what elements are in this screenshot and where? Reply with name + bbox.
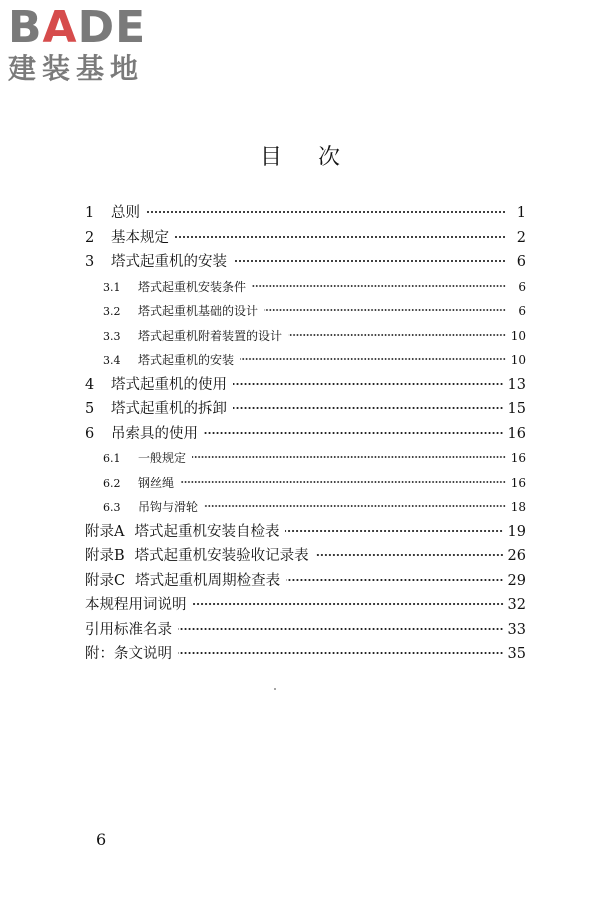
toc-leader-dots [264,308,506,312]
toc-entry-number: 1 [85,205,95,221]
toc-entry-page: 19 [507,523,526,540]
toc-entry-page: 15 [507,401,526,417]
toc-leader-dots [233,259,506,263]
toc-entry-page: 16 [510,475,526,490]
scan-speck [274,688,276,690]
toc-entry-title: 塔式起重机的使用 [111,376,227,393]
toc-entry-title: 塔式起重机附着装置的设计 [138,328,283,343]
toc-entry-page: 35 [507,646,526,662]
toc-leader-dots [180,480,506,484]
toc-entry-page: 6 [518,304,526,318]
toc-entry[interactable] [85,201,526,226]
toc-leader-dots [204,431,504,435]
toc-entry[interactable] [85,544,526,569]
toc-entry-page: 32 [507,597,526,613]
toc-entry-title: 塔式起重机安装自检表 [134,523,280,540]
toc-leader-dots [240,357,506,361]
table-of-contents [85,201,526,667]
toc-entry[interactable] [85,275,526,300]
toc-entry-page: 13 [507,376,526,393]
toc-leader-dots [178,651,504,655]
toc-entry[interactable] [85,446,526,471]
toc-leader-dots [204,504,506,508]
toc-leader-dots [286,578,503,582]
toc-entry-title: 基本规定 [111,229,169,246]
toc-entry[interactable] [85,520,526,545]
toc-entry-page: 16 [510,451,526,465]
toc-entry[interactable] [85,422,526,447]
toc-entry-number: 6.1 [103,452,121,465]
toc-entry-page: 18 [510,500,526,514]
toc-entry-page: 10 [510,328,526,343]
toc-entry-page: 16 [507,425,526,442]
toc-entry[interactable] [85,250,526,275]
toc-entry-title: 一般规定 [138,451,187,465]
toc-entry-page: 6 [518,279,526,294]
toc-entry[interactable] [85,397,526,422]
brand-logo [8,2,178,86]
toc-leader-dots [192,455,506,459]
toc-entry-title: 附：条文说明 [85,646,172,662]
toc-entry-number: 4 [85,376,95,393]
toc-entry[interactable] [85,618,526,643]
toc-entry[interactable] [85,299,526,324]
toc-entry-number: 5 [85,401,95,417]
logo-subtitle: 建装基地 [8,52,145,85]
toc-entry[interactable] [85,373,526,398]
toc-leader-dots [288,333,506,337]
toc-entry-title: 塔式起重机的安装 [138,353,235,367]
toc-entry-page: 10 [510,353,526,367]
toc-leader-dots [233,382,504,386]
toc-leader-dots [315,553,504,557]
toc-entry-title: 吊钩与滑轮 [138,500,199,514]
toc-entry-title: 总则 [111,205,140,221]
toc-entry-title: 塔式起重机的拆卸 [111,401,227,417]
toc-entry-title: 钢丝绳 [138,475,175,490]
toc-entry-number: 6.2 [103,476,121,490]
toc-entry-number: 附录B [85,548,125,564]
toc-leader-dots [178,627,504,631]
toc-entry[interactable] [85,348,526,373]
toc-leader-dots [175,235,506,239]
toc-entry-title: 引用标准名录 [85,621,172,638]
toc-entry-page: 29 [507,572,526,589]
toc-leader-dots [285,529,503,533]
toc-leader-dots [193,602,504,606]
toc-entry-number: 附录C [85,572,126,589]
toc-entry[interactable] [85,569,526,594]
toc-entry-number: 6.3 [103,501,121,514]
toc-leader-dots [146,210,506,214]
toc-entry-title: 本规程用词说明 [85,597,187,613]
toc-entry[interactable] [85,495,526,520]
logo-wordmark: BADE [8,2,147,53]
toc-leader-dots [233,406,504,410]
toc-entry-title: 吊索具的使用 [111,425,198,442]
toc-entry-number: 3.3 [103,329,121,343]
toc-entry-number: 6 [85,425,95,442]
toc-entry-number: 3 [85,254,95,270]
toc-entry-page: 1 [516,205,526,221]
toc-entry-title: 塔式起重机的安装 [111,254,227,270]
toc-entry[interactable] [85,226,526,251]
toc-entry-page: 33 [507,621,526,638]
toc-entry-title: 塔式起重机安装验收记录表 [134,548,309,564]
toc-entry-number: 3.2 [103,305,121,318]
toc-entry-title: 塔式起重机周期检查表 [135,572,281,589]
toc-entry[interactable] [85,593,526,618]
page-number: 6 [96,830,107,849]
toc-leader-dots [252,284,506,288]
toc-entry[interactable] [85,642,526,667]
page-title: 目次 [259,145,376,170]
toc-entry[interactable] [85,471,526,496]
toc-entry-page: 6 [516,254,526,270]
toc-entry-title: 塔式起重机安装条件 [138,279,247,294]
toc-entry-title: 塔式起重机基础的设计 [138,304,259,318]
toc-entry[interactable] [85,324,526,349]
toc-entry-number: 3.4 [103,354,121,367]
toc-entry-number: 2 [85,229,95,246]
toc-entry-number: 附录A [85,523,125,540]
toc-entry-page: 26 [507,548,526,564]
toc-entry-page: 2 [516,229,526,246]
toc-entry-number: 3.1 [103,280,121,294]
